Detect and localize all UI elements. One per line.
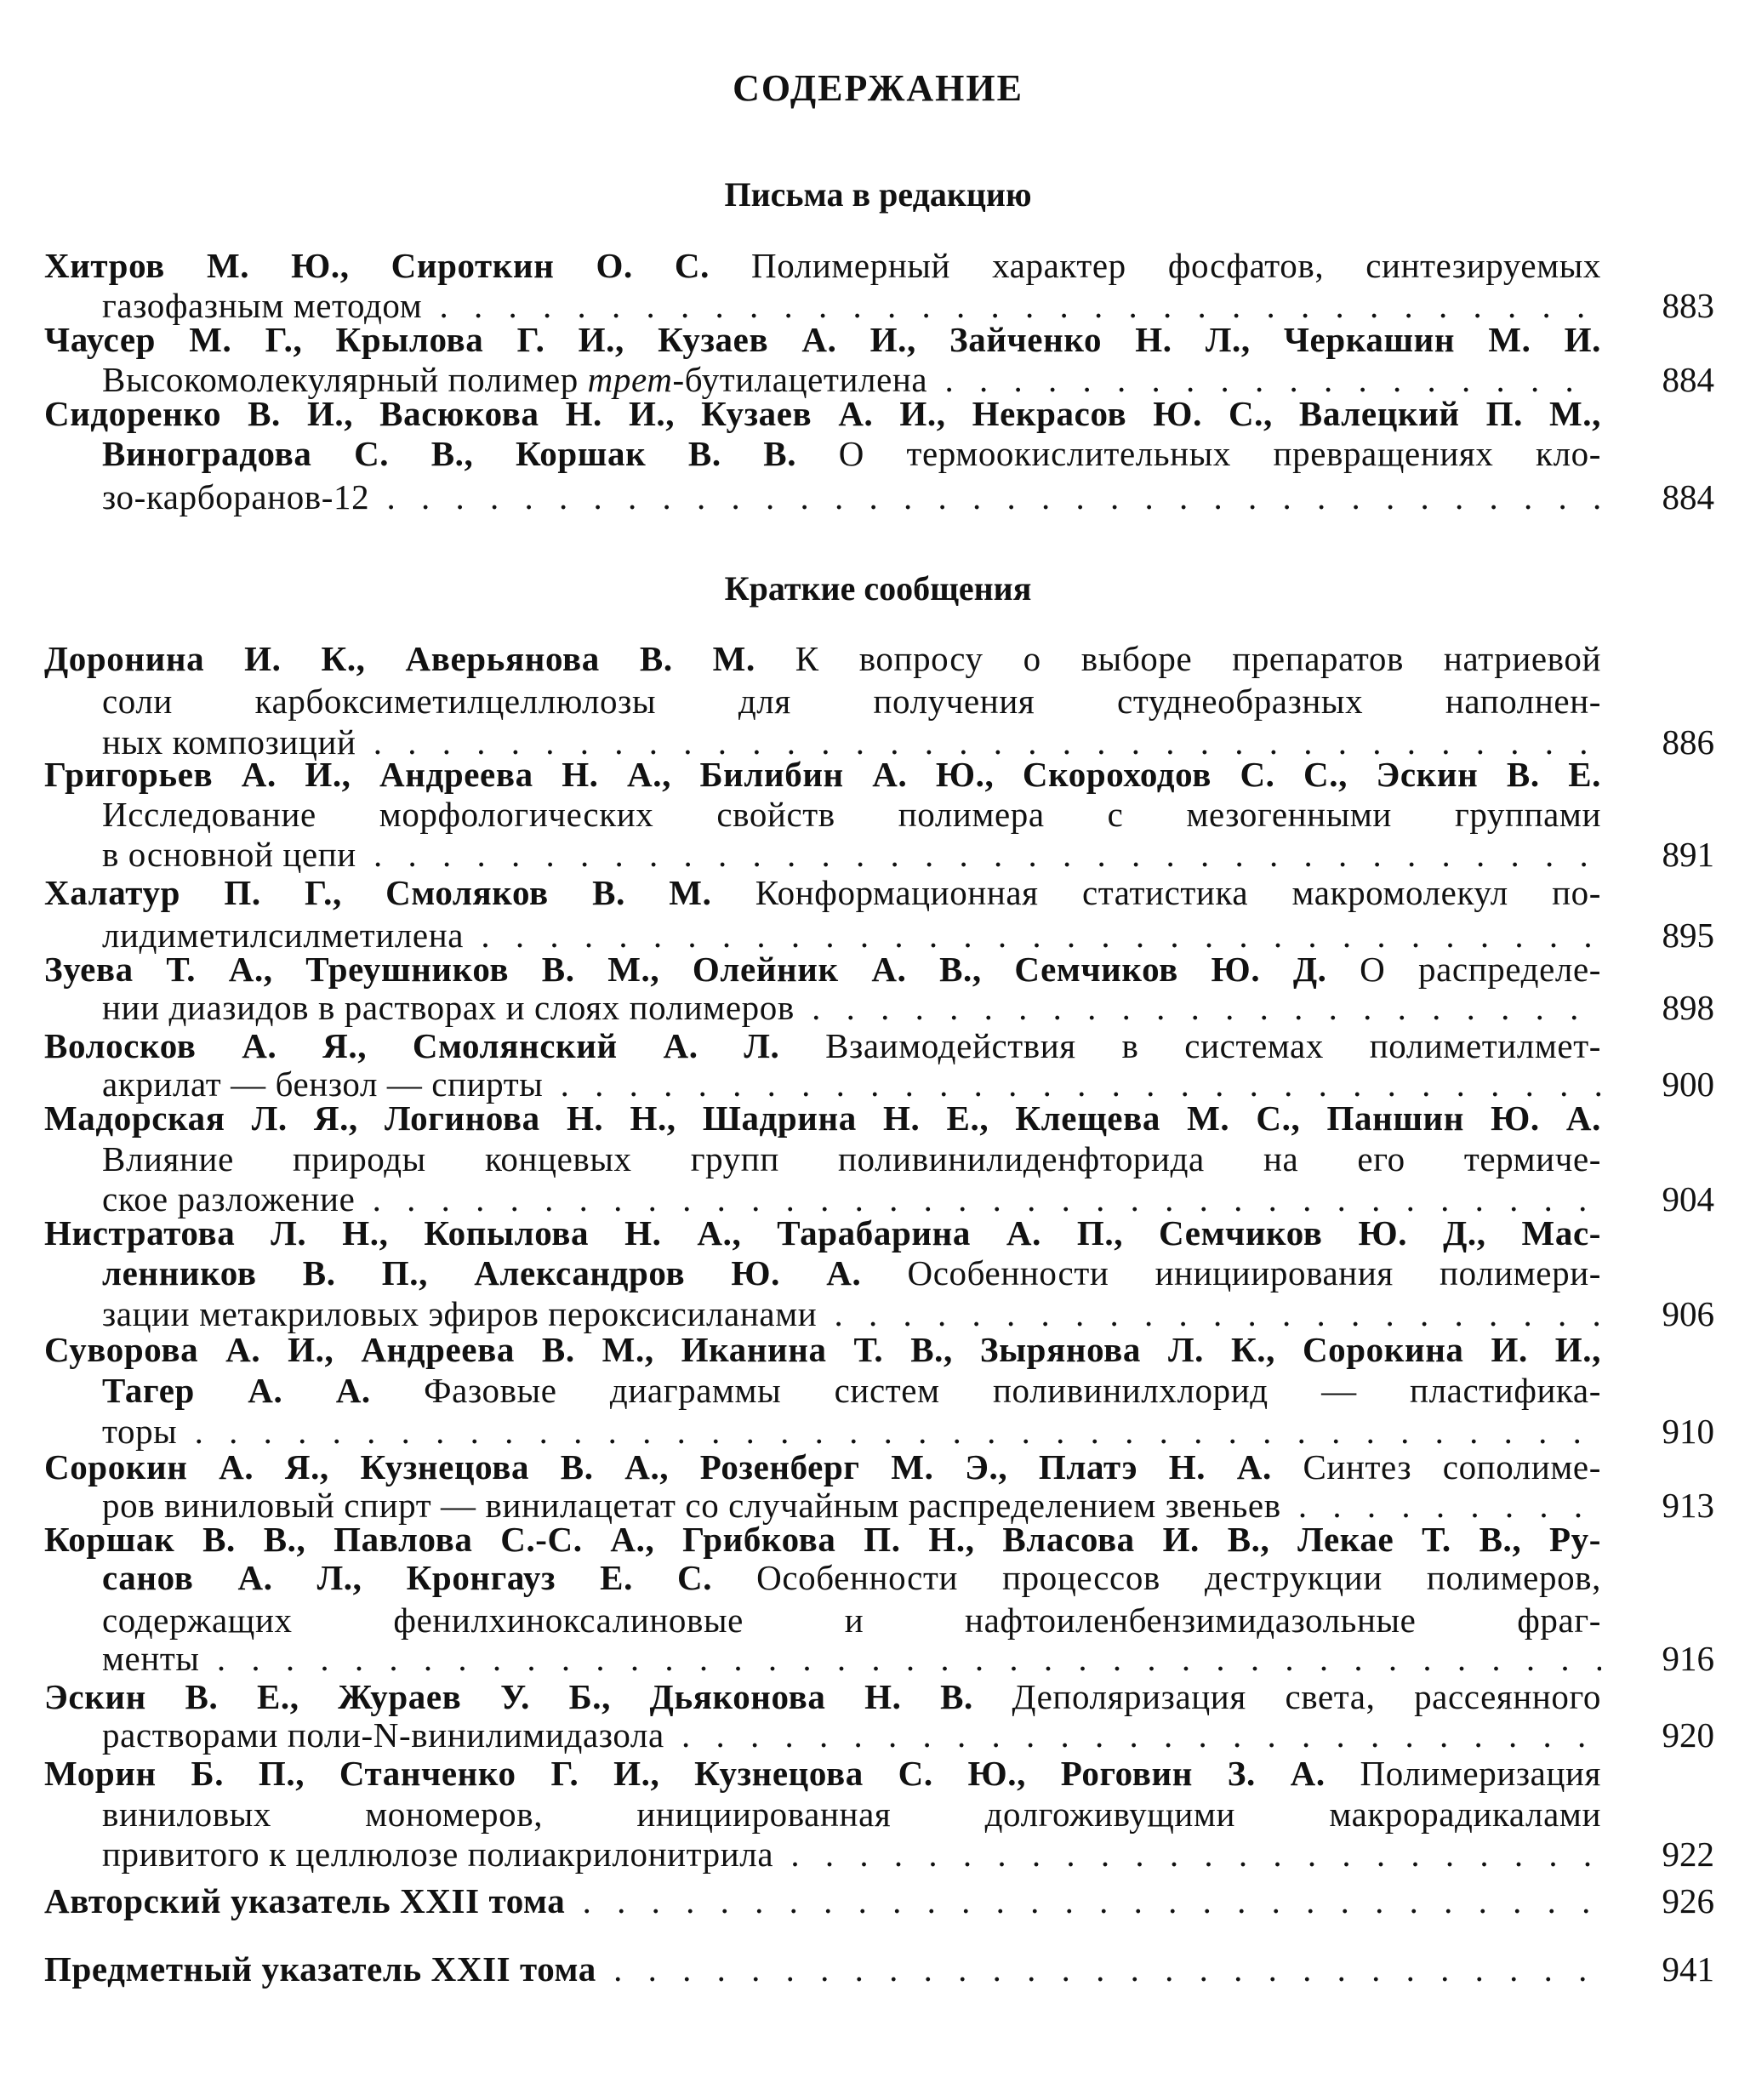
entry-text (102, 1411, 1601, 1452)
toc-entry-line (0, 476, 1756, 517)
entry-title-text: акрилат — бензол — спирты (102, 1064, 544, 1104)
page-number: 922 (1662, 1835, 1714, 1874)
entry-title-text: ское разложение (102, 1179, 356, 1218)
entry-authors: Морин Б. П., Станченко Г. И., Кузнецова С. Ю., Роговин З. А. (44, 1754, 1326, 1793)
toc-entry-line (0, 393, 1756, 434)
page-number: 926 (1662, 1881, 1714, 1920)
entry-title-text: К вопросу о выборе препаратов натриевой (755, 639, 1601, 678)
entry-authors: Сорокин А. Я., Кузнецова В. А., Розенберг М. Э., Платэ Н. А. (44, 1447, 1272, 1487)
entry-title-text: привитого к целлюлозе полиакрилонитрила (102, 1835, 774, 1874)
entry-authors: Суворова А. И., Андреева В. М., Иканина Т. В., Зырянова Л. К., Сорокина И. И., (44, 1330, 1601, 1369)
page-number: 913 (1662, 1486, 1714, 1525)
entry-authors: Хитров М. Ю., Сироткин О. С. (44, 246, 710, 285)
toc-entry-line (0, 1794, 1756, 1835)
toc-entry-line (0, 1949, 1756, 1989)
page-number: 910 (1662, 1412, 1714, 1451)
entry-text (102, 1557, 1601, 1598)
entry-authors: Авторский указатель XXII тома (44, 1881, 566, 1920)
entry-authors: Чаусер М. Г., Крылова Г. И., Кузаев А. И., Зайченко Н. Л., Черкашин М. И. (44, 320, 1601, 359)
toc-entry-line (0, 949, 1756, 990)
entry-title-text: О термоокислительных превращениях кло- (796, 434, 1601, 473)
toc-entry-line (0, 794, 1756, 835)
toc-entry-line (0, 319, 1756, 360)
entry-title-text: нии диазидов в растворах и слоях полимеров (102, 988, 795, 1027)
entry-title-text: растворами поли-N-винилимидазола (102, 1715, 664, 1755)
page-number: 904 (1662, 1179, 1714, 1218)
entry-title-text: Взаимодействия в системах полиметилмет- (779, 1026, 1601, 1065)
entry-authors: Доронина И. К., Аверьянова В. М. (44, 639, 755, 678)
entry-text (44, 949, 1601, 990)
entry-authors: Нистратова Л. Н., Копылова Н. А., Тарабарина А. П., Семчиков Ю. Д., Мас- (44, 1213, 1601, 1253)
toc-entry-line (0, 1753, 1756, 1794)
toc-entry-line (0, 433, 1756, 474)
toc-entry-line (0, 1676, 1756, 1717)
toc-entry-line (0, 1715, 1756, 1755)
page-number: 900 (1662, 1064, 1714, 1104)
toc-entry-line (0, 1253, 1756, 1293)
entry-text (102, 1293, 1601, 1334)
entry-authors: Григорьев А. И., Андреева Н. А., Билибин А. Ю., Скороходов С. С., Эскин В. Е. (44, 755, 1601, 794)
entry-text (44, 1676, 1601, 1717)
entry-title-text: зо-карборанов-12 (102, 477, 370, 516)
entry-title-text: лидиметилсилметилена (102, 916, 465, 955)
toc-entry-line (0, 834, 1756, 875)
entry-text (102, 1370, 1601, 1411)
toc-entry-line (0, 1138, 1756, 1179)
toc-entry-line (0, 245, 1756, 286)
entry-title-text: зации метакриловых эфиров пероксисиланами (102, 1294, 818, 1333)
section-heading: Краткие сообщения (724, 569, 1032, 608)
toc-entry-line (0, 1834, 1756, 1875)
entry-title-text: Исследование морфологических свойств полимера с мезогенными группами (102, 795, 1601, 834)
entry-text (44, 1753, 1601, 1794)
entry-authors: ленников В. П., Александров Ю. А. (102, 1253, 862, 1293)
toc-entry-line (0, 1519, 1756, 1560)
entry-text (102, 1638, 1601, 1679)
toc-entry-line (0, 1411, 1756, 1452)
entry-text (44, 1949, 1601, 1989)
toc-entry-line (0, 1880, 1756, 1921)
toc-entry-line (0, 1329, 1756, 1370)
entry-title-text: Особенности процессов деструкции полимеров, (712, 1558, 1601, 1597)
toc-entry-line (0, 1447, 1756, 1487)
toc-entry-line (0, 1370, 1756, 1411)
entry-authors: Халатур П. Г., Смоляков В. М. (44, 873, 712, 912)
entry-title-text: Деполяризация света, рассеянного (972, 1677, 1601, 1716)
entry-text (44, 754, 1601, 795)
entry-text (44, 1098, 1601, 1138)
entry-authors: Эскин В. Е., Жураев У. Б., Дьяконова Н. В. (44, 1677, 973, 1716)
entry-title-text: виниловых мономеров, инициированная долгоживущими макрорадикалами (102, 1795, 1601, 1834)
entry-title-text: Конформационная статистика макромолекул по- (711, 873, 1601, 912)
entry-title-text: торы (102, 1412, 178, 1451)
page-number: 895 (1662, 916, 1714, 955)
entry-italic-term: трет (587, 360, 673, 399)
toc-entry-line (0, 638, 1756, 679)
entry-authors: Зуева Т. А., Треушников В. М., Олейник А. В., Семчиков Ю. Д. (44, 950, 1327, 989)
page-number: 916 (1662, 1639, 1714, 1678)
entry-text (44, 1880, 1601, 1921)
toc-entry-line (0, 1025, 1756, 1066)
entry-authors: санов А. Л., Кронгауз Е. С. (102, 1558, 713, 1597)
entry-title-text: Особенности инициирования полимери- (861, 1253, 1601, 1293)
entry-text (44, 319, 1601, 360)
entry-authors: Коршак В. В., Павлова С.-С. А., Грибкова П. Н., Власова И. В., Лекае Т. В., Ру- (44, 1520, 1601, 1559)
entry-text (102, 1834, 1601, 1875)
entry-title-text: Полимеризация (1325, 1754, 1601, 1793)
toc-entry-line (0, 1557, 1756, 1598)
toc-entry-line (0, 1213, 1756, 1253)
page-number: 884 (1662, 360, 1714, 399)
toc-entry-line (0, 987, 1756, 1028)
entry-text (44, 1213, 1601, 1253)
page-number: 898 (1662, 988, 1714, 1027)
entry-text (102, 433, 1601, 474)
entry-text (102, 1253, 1601, 1293)
entry-text (102, 794, 1601, 835)
entry-authors: Тагер А. А. (102, 1371, 371, 1410)
entry-title-text: -бутилацетилена (672, 360, 928, 399)
entry-text (102, 1794, 1601, 1835)
page-number: 883 (1662, 286, 1714, 325)
toc-entry-line (0, 681, 1756, 722)
entry-title-text: Фазовые диаграммы систем поливинилхлорид — пластифика- (370, 1371, 1601, 1410)
page-number: 941 (1662, 1949, 1714, 1989)
entry-text (102, 476, 1601, 517)
entry-title-text: содержащих фенилхиноксалиновые и нафтоиленбензимидазольные фраг- (102, 1601, 1601, 1640)
entry-title-text: ров виниловый спирт — винилацетат со случайным распределением звеньев (102, 1486, 1281, 1525)
entry-authors: Предметный указатель XXII тома (44, 1949, 596, 1989)
section-heading: Письма в редакцию (724, 175, 1032, 214)
entry-text (102, 1715, 1601, 1755)
entry-text (44, 1329, 1601, 1370)
toc-entry-line (0, 1293, 1756, 1334)
entry-title-text: соли карбоксиметилцеллюлозы для получения студнеобразных наполнен- (102, 682, 1601, 721)
toc-entry-line (0, 754, 1756, 795)
page-number: 906 (1662, 1294, 1714, 1333)
toc-entry-line (0, 1600, 1756, 1641)
entry-authors: Волосков А. Я., Смолянский А. Л. (44, 1026, 780, 1065)
entry-text (102, 681, 1601, 722)
entry-title-text: О распределе- (1326, 950, 1601, 989)
toc-entry-line (0, 1098, 1756, 1138)
toc-entry-line (0, 1638, 1756, 1679)
entry-authors: Виноградова С. В., Коршак В. В. (102, 434, 797, 473)
entry-text (44, 1519, 1601, 1560)
entry-title-text: менты (102, 1639, 200, 1678)
entry-title-text: Полимерный характер фосфатов, синтезируемых (709, 246, 1601, 285)
entry-text (44, 638, 1601, 679)
entry-title-text: в основной цепи (102, 835, 356, 874)
entry-text (102, 1600, 1601, 1641)
entry-text (44, 1025, 1601, 1066)
page-number: 920 (1662, 1715, 1714, 1755)
page-title: СОДЕРЖАНИЕ (733, 67, 1023, 109)
entry-title-text: ных композиций (102, 722, 356, 762)
entry-text (102, 1138, 1601, 1179)
entry-title-text: Синтез сополиме- (1271, 1447, 1601, 1487)
entry-title-text: Высокомолекулярный полимер (102, 360, 588, 399)
entry-text (44, 245, 1601, 286)
toc-entry-line (0, 872, 1756, 913)
page-number: 884 (1662, 477, 1714, 516)
entry-text (102, 987, 1601, 1028)
entry-authors: Мадорская Л. Я., Логинова Н. Н., Шадрина Н. Е., Клещева М. С., Паншин Ю. А. (44, 1099, 1601, 1138)
entry-text (44, 872, 1601, 913)
page-number: 886 (1662, 722, 1714, 762)
entry-title-text: Влияние природы концевых групп поливинилиденфторида на его термиче- (102, 1139, 1601, 1178)
page-number: 891 (1662, 835, 1714, 874)
entry-text (44, 1447, 1601, 1487)
entry-text (44, 393, 1601, 434)
entry-authors: Сидоренко В. И., Васюкова Н. И., Кузаев А. И., Некрасов Ю. С., Валецкий П. М., (44, 394, 1601, 433)
entry-title-text: газофазным методом (102, 286, 423, 325)
entry-text (102, 834, 1601, 875)
